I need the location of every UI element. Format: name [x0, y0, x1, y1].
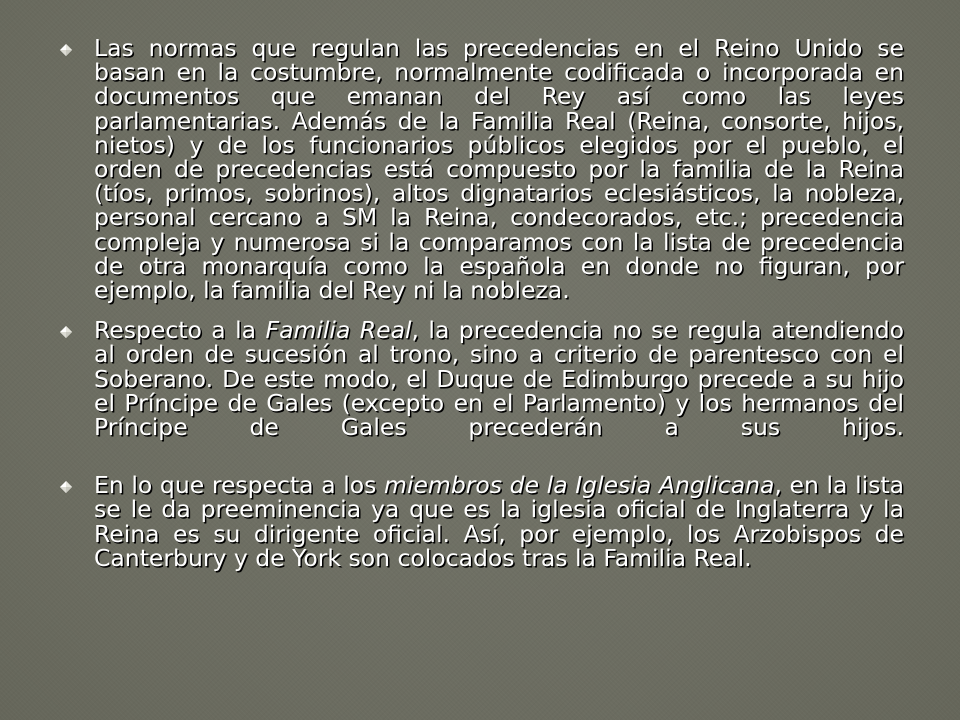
bullet-text-3-before: En lo que respecta a los — [94, 471, 385, 500]
bullet-text-1: Las normas que regulan las precedencias en el Reino Unido se basan en la costumbre, normalmente codificada o incorporada en documentos que emanan del Rey así como las leyes parlamentarias. Además de la Familia Real (Reina, consorte, hijos, nietos) y de los funcionarios públicos elegidos por el pueblo, el orden de precedencias está compuesto por la familia de la Reina (tíos, primos, sobrinos), altos dignatarios eclesiásticos, la nobleza, personal cercano a SM la Reina, condecorados, etc.; precedencia compleja y numerosa si la comparamos con la lista de precedencia de otra monarquía como la española en donde no figuran, por ejemplo, la familia del Rey ni la nobleza. — [94, 34, 904, 305]
diamond-bullet-icon — [60, 481, 72, 493]
bullet-text-3-after: , en la lista se le da preeminencia ya que es la iglesia oficial de Inglaterra y la Reina es su dirigente oficial. Así, por ejemplo, los Arzobispos de Canterbury y de York son colocados tras la Familia Real. — [94, 471, 905, 572]
bullet-text-3-emphasis: miembros de la Iglesia Anglicana — [384, 471, 775, 500]
bullet-text-2 — [94, 316, 904, 442]
diamond-bullet-icon — [60, 326, 72, 338]
diamond-bullet-icon — [60, 44, 72, 56]
bullet-list — [58, 36, 904, 570]
bullet-item-1 — [58, 34, 904, 305]
bullet-text-3 — [94, 473, 904, 570]
bullet-item-2 — [58, 316, 904, 442]
bullet-text-2-emphasis: Familia Real — [265, 316, 412, 345]
bullet-text-2-before: Respecto a la — [94, 316, 266, 345]
bullet-text-2-after: , la precedencia no se regula atendiendo al orden de sucesión al trono, sino a criterio de parentesco con el Soberano. De este modo, el Duque de Edimburgo precede a su hijo el Príncipe de Gales (excepto en el Parlamento) y los hermanos del Príncipe de Gales precederán a sus hijos. — [94, 316, 904, 442]
bullet-item-3 — [58, 473, 904, 570]
